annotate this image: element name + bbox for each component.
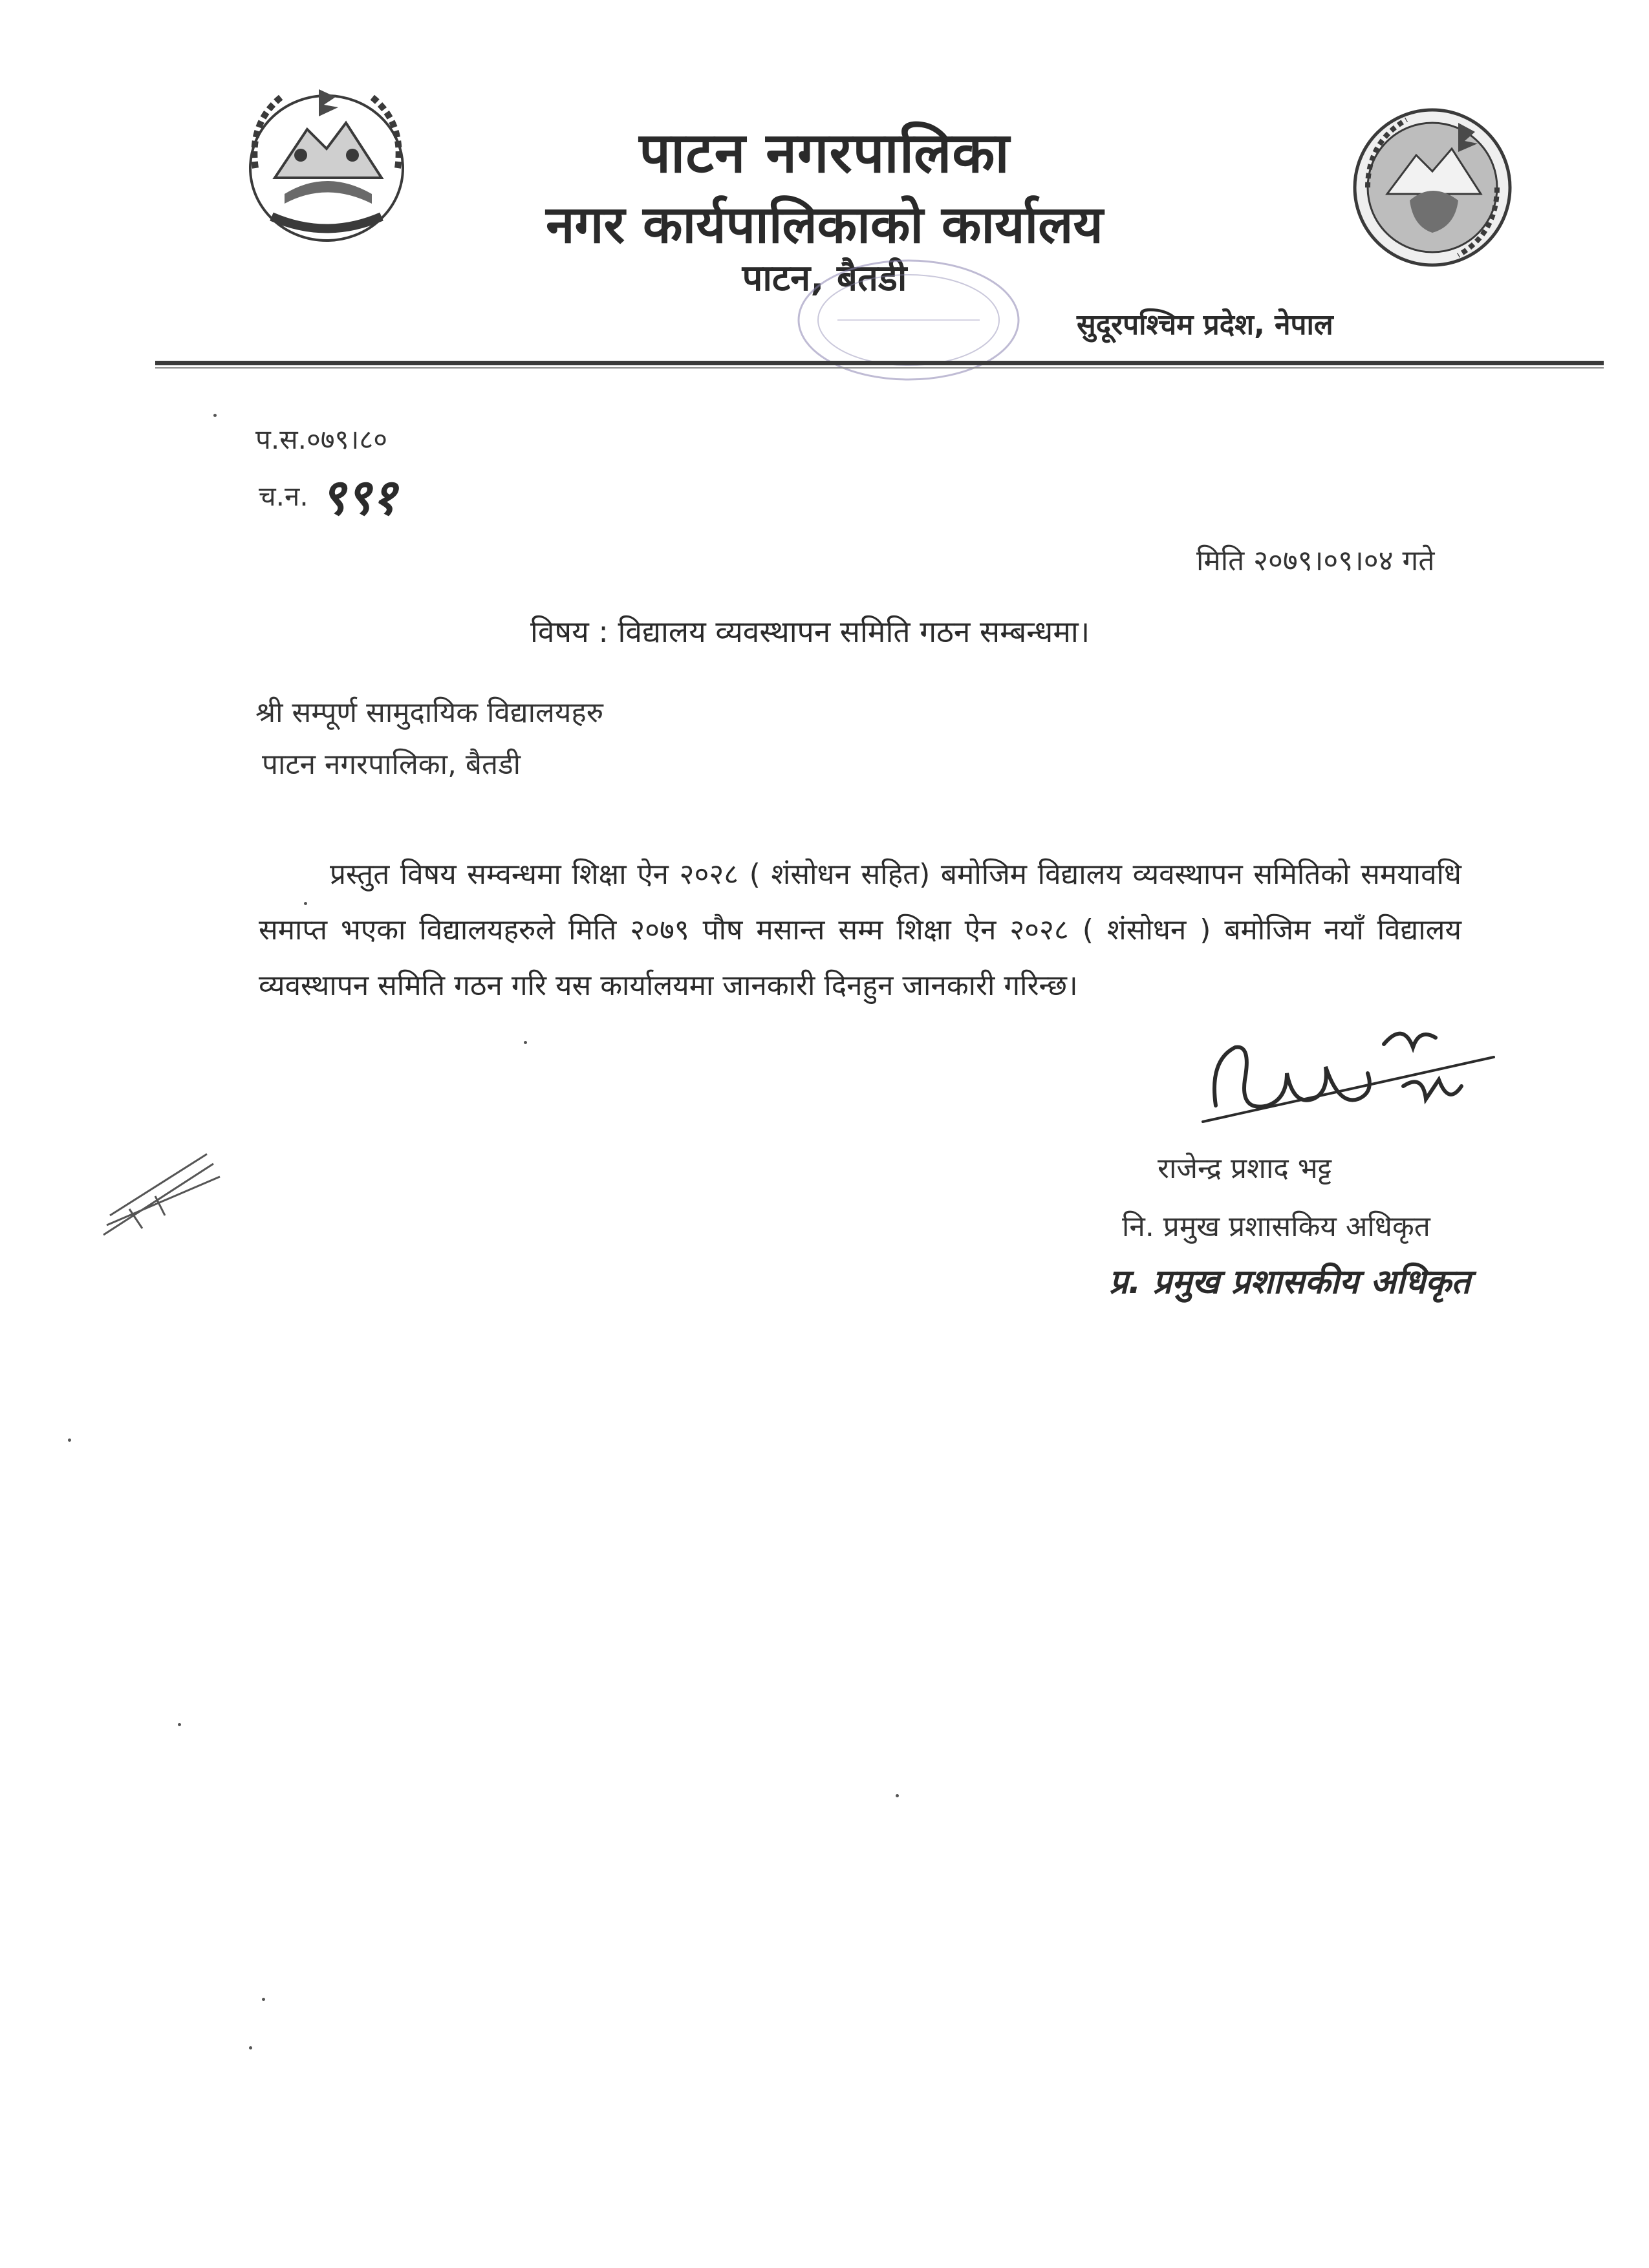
signatory-title: नि. प्रमुख प्रशासकिय अधिकृत — [1122, 1210, 1430, 1243]
signatory-stamp: प्र. प्रमुख प्रशासकीय अधिकृत — [1109, 1263, 1471, 1301]
scan-speck — [213, 414, 217, 417]
dispatch-number: ९९१ — [320, 468, 397, 526]
scan-speck — [68, 1439, 71, 1442]
signature-icon — [1190, 1009, 1513, 1164]
scan-speck — [896, 1794, 899, 1797]
recipient-line-1: श्री सम्पूर्ण सामुदायिक विद्यालयहरु — [255, 696, 604, 729]
fiscal-year-ref: प.स.०७९।८० — [255, 423, 388, 455]
margin-scribble-icon — [91, 1138, 233, 1248]
scan-speck — [262, 1998, 265, 2001]
recipient-line-2: पाटन नगरपालिका, बैतडी — [262, 748, 521, 781]
office-name: पाटन नगरपालिका — [639, 121, 1010, 186]
office-location: पाटन, बैतडी — [742, 257, 907, 299]
letter-body: प्रस्तुत विषय सम्वन्धमा शिक्षा ऐन २०२८ ( शंसोधन सहित) बमोजिम विद्यालय व्यवस्थापन समितिको समयावधि समाप्त भएका विद्यालयहरुले मिति २०७९ पौष मसान्त सम्म शिक्षा ऐन २०२८ ( शंसोधन ) बमोजिम नयाँ विद्यालय व्यवस्थापन समिति गठन गरि यस कार्यालयमा जानकारी दिनहुन जानकारी गरिन्छ। — [259, 858, 1461, 1002]
office-round-stamp-icon — [792, 255, 1025, 385]
scan-speck — [178, 1723, 181, 1726]
scan-speck — [304, 902, 307, 905]
letter-subject: विषय : विद्यालय व्यवस्थापन समिति गठन सम्बन्धमा। — [530, 614, 1090, 649]
signatory-name: राजेन्द्र प्रशाद भट्ट — [1158, 1152, 1332, 1185]
province-line: सुदूरपश्चिम प्रदेश, नेपाल — [1077, 308, 1333, 341]
letter-date: मिति २०७९।०९।०४ गते — [1196, 544, 1435, 577]
scan-speck — [524, 1041, 527, 1044]
header-divider-shadow — [155, 367, 1604, 369]
scan-speck — [249, 2046, 252, 2049]
header-divider — [155, 361, 1604, 365]
office-subtitle: नगर कार्यपालिकाको कार्यालय — [546, 195, 1103, 255]
dispatch-label: च.न. — [259, 480, 308, 512]
